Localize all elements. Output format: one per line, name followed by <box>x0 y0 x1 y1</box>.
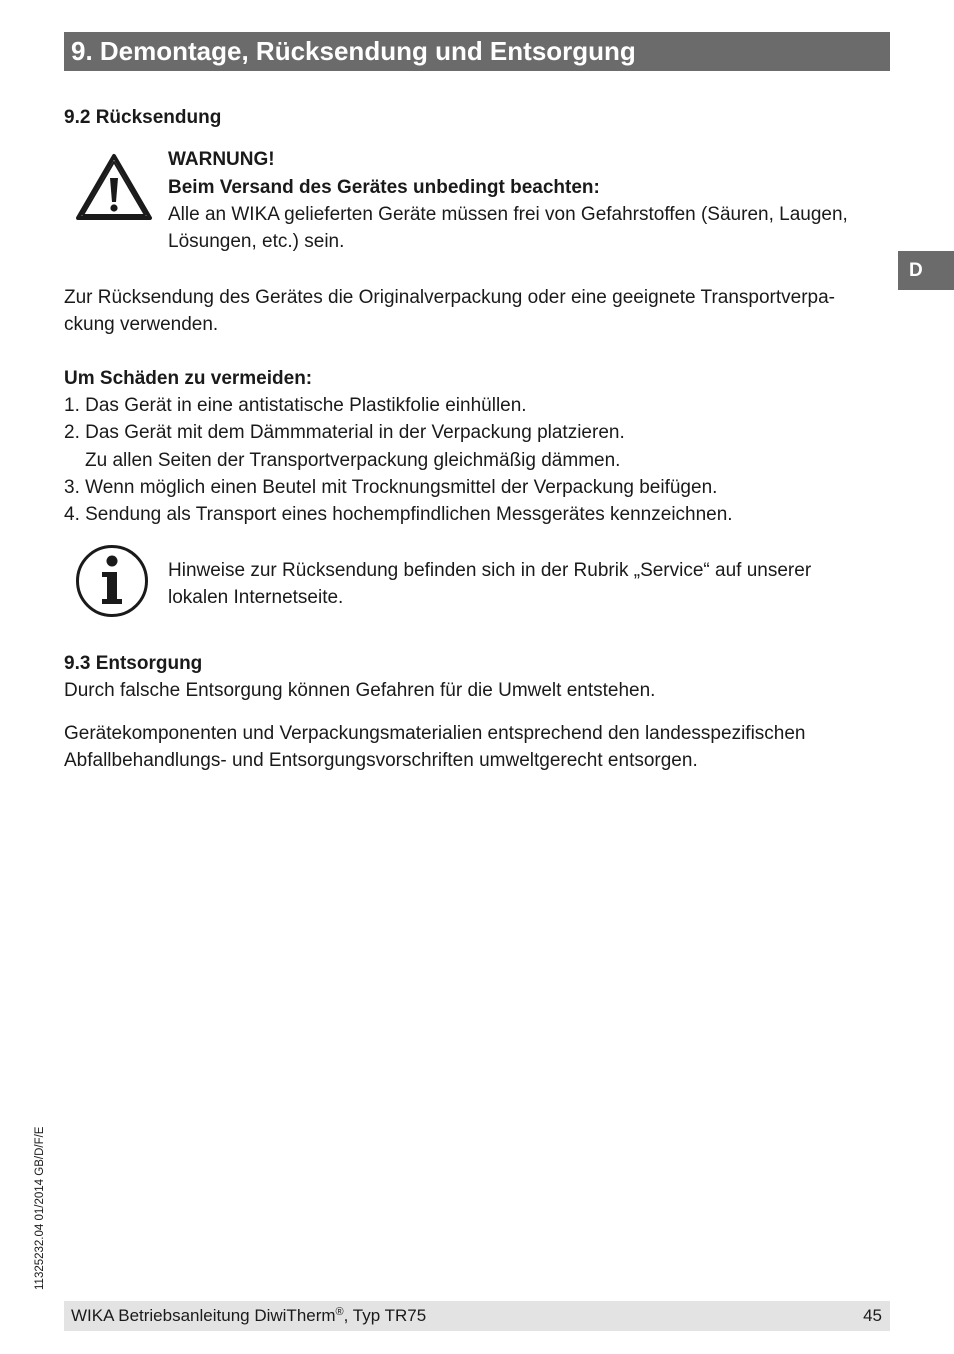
list-item-continuation: Zu allen Seiten der Transportverpackung gleichmäßig dämmen. <box>85 450 621 471</box>
page-footer <box>64 1301 890 1331</box>
registered-mark: ® <box>335 1306 344 1318</box>
disposal-warning-text: Durch falsche Entsorgung können Gefahren für die Umwelt entstehen. <box>64 680 656 701</box>
warning-title: WARNUNG! <box>168 149 275 170</box>
list-item: 2. Das Gerät mit dem Dämmmaterial in der Verpackung platzieren. <box>64 422 625 443</box>
document-number: 11325232.04 01/2014 GB/D/F/E <box>34 1126 46 1290</box>
page-number: 45 <box>863 1306 882 1325</box>
avoid-damage-heading: Um Schäden zu vermeiden: <box>64 368 313 389</box>
list-item: 3. Wenn möglich einen Beutel mit Trocknungsmittel der Verpackung beifügen. <box>64 477 718 498</box>
warning-triangle-icon <box>75 152 153 227</box>
disposal-text-line-1: Gerätekomponenten und Verpackungsmaterialien entsprechend den landesspezifischen <box>64 723 806 744</box>
packaging-text-line-2: ckung verwenden. <box>64 314 219 335</box>
warning-subtitle: Beim Versand des Gerätes unbedingt beachten: <box>168 177 600 198</box>
footer-product-name: WIKA Betriebsanleitung DiwiTherm <box>71 1306 336 1325</box>
info-text-line-2: lokalen Internetseite. <box>168 587 344 608</box>
info-text-line-1: Hinweise zur Rücksendung befinden sich in der Rubrik „Service“ auf unserer <box>168 560 812 581</box>
footer-product <box>71 1301 426 1331</box>
section-heading-9-2: 9.2 Rücksendung <box>64 107 222 128</box>
footer-type: , Typ TR75 <box>343 1306 427 1325</box>
warning-text-line-1: Alle an WIKA gelieferten Geräte müssen frei von Gefahrstoffen (Säuren, Laugen, <box>168 204 848 225</box>
section-heading-9-3: 9.3 Entsorgung <box>64 653 203 674</box>
disposal-text-line-2: Abfallbehandlungs- und Entsorgungsvorschriften umweltgerecht entsorgen. <box>64 750 698 771</box>
list-item: 1. Das Gerät in eine antistatische Plastikfolie einhüllen. <box>64 395 527 416</box>
chapter-title: 9. Demontage, Rücksendung und Entsorgung <box>64 32 890 71</box>
language-tab: D <box>898 251 954 290</box>
packaging-text-line-1: Zur Rücksendung des Gerätes die Originalverpackung oder eine geeignete Transportverpa- <box>64 287 836 308</box>
list-item: 4. Sendung als Transport eines hochempfindlichen Messgerätes kennzeichnen. <box>64 504 733 525</box>
info-icon <box>75 544 149 623</box>
warning-text-line-2: Lösungen, etc.) sein. <box>168 231 345 252</box>
